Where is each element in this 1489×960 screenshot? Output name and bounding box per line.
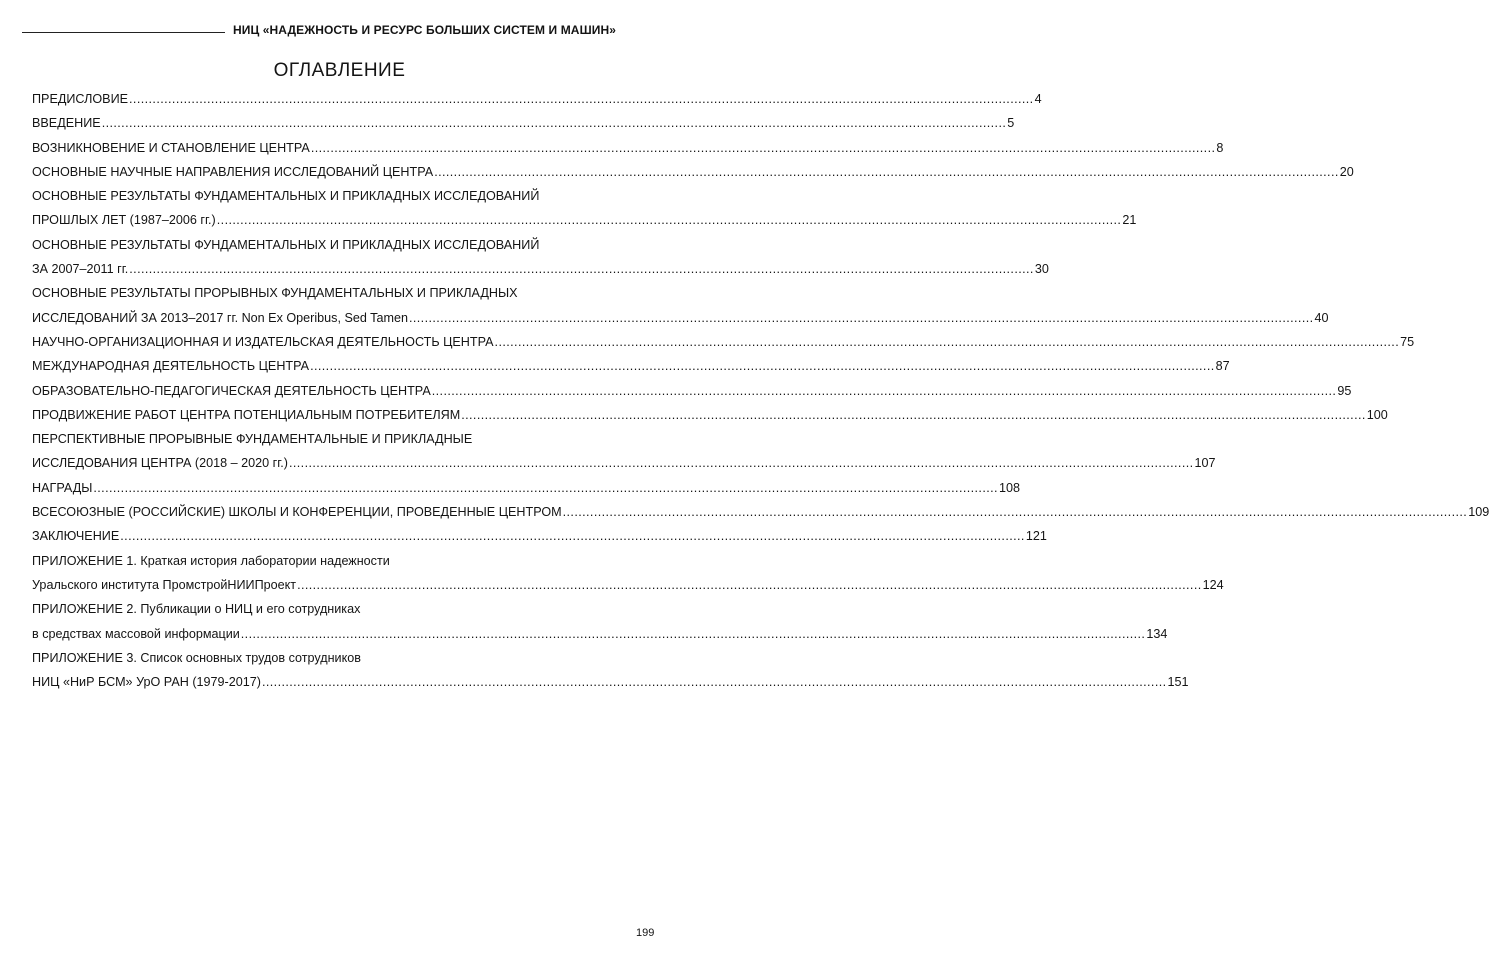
toc-entry-page: 100 [1366, 407, 1388, 422]
dot-leader [495, 330, 1400, 354]
toc-entry-title: в средствах массовой информации [32, 626, 240, 641]
running-header [22, 14, 616, 38]
toc-entry-title: ВВЕДЕНИЕ [32, 116, 101, 131]
dot-leader [262, 670, 1167, 694]
toc-entry-title: ПРЕДИСЛОВИЕ [32, 92, 129, 106]
toc-entry-page: 21 [1122, 213, 1137, 228]
toc-entry [32, 451, 1216, 475]
toc-entry-title: ПРОШЛЫХ ЛЕТ (1987–2006 гг.) [32, 213, 216, 228]
toc-entry [32, 379, 1352, 403]
toc-entry-page: 107 [1194, 456, 1216, 471]
toc-entry [32, 573, 1224, 597]
toc-entry-title: ОСНОВНЫЕ РЕЗУЛЬТАТЫ ФУНДАМЕНТАЛЬНЫХ И ПРИКЛАДНЫХ ИССЛЕДОВАНИЙ [32, 189, 540, 204]
toc-entry [32, 257, 1049, 281]
toc-entry [32, 184, 616, 208]
toc-entry-page: 30 [1034, 262, 1049, 277]
dot-leader [93, 476, 998, 500]
toc-entry-title: ВОЗНИКНОВЕНИЕ И СТАНОВЛЕНИЕ ЦЕНТРА [32, 140, 310, 155]
toc-entry-title: МЕЖДУНАРОДНАЯ ДЕЯТЕЛЬНОСТЬ ЦЕНТРА [32, 359, 310, 374]
toc-entry-page: 124 [1202, 577, 1224, 592]
toc-entry [32, 500, 1489, 524]
page-title: ОГЛАВЛЕНИЕ [273, 60, 406, 81]
toc-entry-page: 109 [1468, 505, 1489, 520]
toc-entry-title: Уральского института ПромстройНИИПроект [32, 577, 297, 592]
toc-entry [32, 111, 1015, 135]
toc-entry [32, 622, 1168, 646]
toc-entry [32, 354, 1230, 378]
dot-leader [129, 257, 1034, 281]
dot-leader [311, 136, 1216, 160]
toc-entry-page: 4 [1034, 92, 1042, 106]
dot-leader [310, 354, 1215, 378]
dot-leader [217, 208, 1122, 232]
toc-entry [32, 670, 1189, 694]
dot-leader [241, 622, 1146, 646]
toc-entry [32, 330, 1415, 354]
toc-entry-page: 95 [1337, 383, 1352, 398]
toc-entry-page: 20 [1339, 164, 1354, 179]
dot-leader [289, 451, 1194, 475]
toc-entry-title: ПРИЛОЖЕНИЕ 1. Краткая история лаборатории надежности [32, 553, 390, 568]
toc-entry [32, 524, 1047, 548]
toc-entry-page: 134 [1146, 626, 1168, 641]
toc-entry-page: 87 [1215, 359, 1230, 374]
toc-entry [32, 427, 616, 451]
toc-entry-title: НАГРАДЫ [32, 480, 93, 495]
toc-entry-title: ПРИЛОЖЕНИЕ 2. Публикации о НИЦ и его сотрудниках [32, 602, 361, 617]
toc-entry [32, 136, 1224, 160]
running-title: НИЦ «НАДЕЖНОСТЬ И РЕСУРС БОЛЬШИХ СИСТЕМ И МАШИН» [232, 23, 616, 37]
toc-entry-title: ПРОДВИЖЕНИЕ РАБОТ ЦЕНТРА ПОТЕНЦИАЛЬНЫМ ПОТРЕБИТЕЛЯМ [32, 407, 461, 422]
toc-entry-title: ОСНОВНЫЕ РЕЗУЛЬТАТЫ ФУНДАМЕНТАЛЬНЫХ И ПРИКЛАДНЫХ ИССЛЕДОВАНИЙ [32, 237, 540, 252]
dot-leader [563, 500, 1468, 524]
toc-entry-title: ЗА 2007–2011 гг. [32, 262, 129, 277]
toc-entry-title: ИССЛЕДОВАНИЙ ЗА 2013–2017 гг. Non Ex Operibus, Sed Tamen [32, 310, 408, 325]
dot-leader [129, 87, 1034, 111]
toc-entry-title: ВСЕСОЮЗНЫЕ (РОССИЙСКИЕ) ШКОЛЫ И КОНФЕРЕНЦИИ, ПРОВЕДЕННЫЕ ЦЕНТРОМ [32, 505, 562, 520]
toc-entry-title: ПРИЛОЖЕНИЕ 3. Список основных трудов сотрудников [32, 650, 361, 665]
toc-entry-page: 8 [1216, 140, 1224, 155]
dot-leader [102, 111, 1007, 135]
dot-leader [120, 524, 1025, 548]
toc-entry-page: 121 [1025, 529, 1047, 544]
toc-entry-page: 151 [1167, 675, 1189, 690]
toc-entry-page: 75 [1400, 334, 1415, 349]
toc-entry-title: ПЕРСПЕКТИВНЫЕ ПРОРЫВНЫЕ ФУНДАМЕНТАЛЬНЫЕ И ПРИКЛАДНЫЕ [32, 432, 473, 447]
toc-entry [32, 549, 616, 573]
toc-entry [32, 87, 1042, 111]
page-number: 199 [636, 927, 655, 939]
toc-entry-title: ОСНОВНЫЕ РЕЗУЛЬТАТЫ ПРОРЫВНЫХ ФУНДАМЕНТАЛЬНЫХ И ПРИКЛАДНЫХ [32, 286, 518, 301]
toc-entry-page: 5 [1007, 116, 1015, 131]
toc-entry [32, 208, 1137, 232]
header-rule [22, 32, 225, 33]
dot-leader [434, 160, 1339, 184]
toc-entry [32, 281, 616, 305]
toc-entry-title: НИЦ «НиР БСМ» УрО РАН (1979-2017) [32, 675, 261, 690]
toc-entry [32, 233, 616, 257]
toc-entry [32, 646, 616, 670]
toc-entry-page: 40 [1314, 310, 1329, 325]
toc-entry-title: НАУЧНО-ОРГАНИЗАЦИОННАЯ И ИЗДАТЕЛЬСКАЯ ДЕЯТЕЛЬНОСТЬ ЦЕНТРА [32, 334, 494, 349]
dot-leader [432, 379, 1337, 403]
dot-leader [409, 306, 1314, 330]
toc-entry [32, 306, 1329, 330]
toc-entry [32, 476, 1020, 500]
dot-leader [461, 403, 1366, 427]
toc-entry-title: ОБРАЗОВАТЕЛЬНО-ПЕДАГОГИЧЕСКАЯ ДЕЯТЕЛЬНОСТЬ ЦЕНТРА [32, 383, 431, 398]
table-of-contents [32, 87, 1489, 694]
toc-entry-title: ЗАКЛЮЧЕНИЕ [32, 529, 120, 544]
dot-leader [297, 573, 1202, 597]
toc-entry [32, 403, 1388, 427]
toc-entry-title: ИССЛЕДОВАНИЯ ЦЕНТРА (2018 – 2020 гг.) [32, 456, 288, 471]
toc-entry-page: 108 [998, 480, 1020, 495]
toc-entry [32, 160, 1354, 184]
toc-entry [32, 597, 616, 621]
toc-entry-title: ОСНОВНЫЕ НАУЧНЫЕ НАПРАВЛЕНИЯ ИССЛЕДОВАНИЙ ЦЕНТРА [32, 164, 434, 179]
